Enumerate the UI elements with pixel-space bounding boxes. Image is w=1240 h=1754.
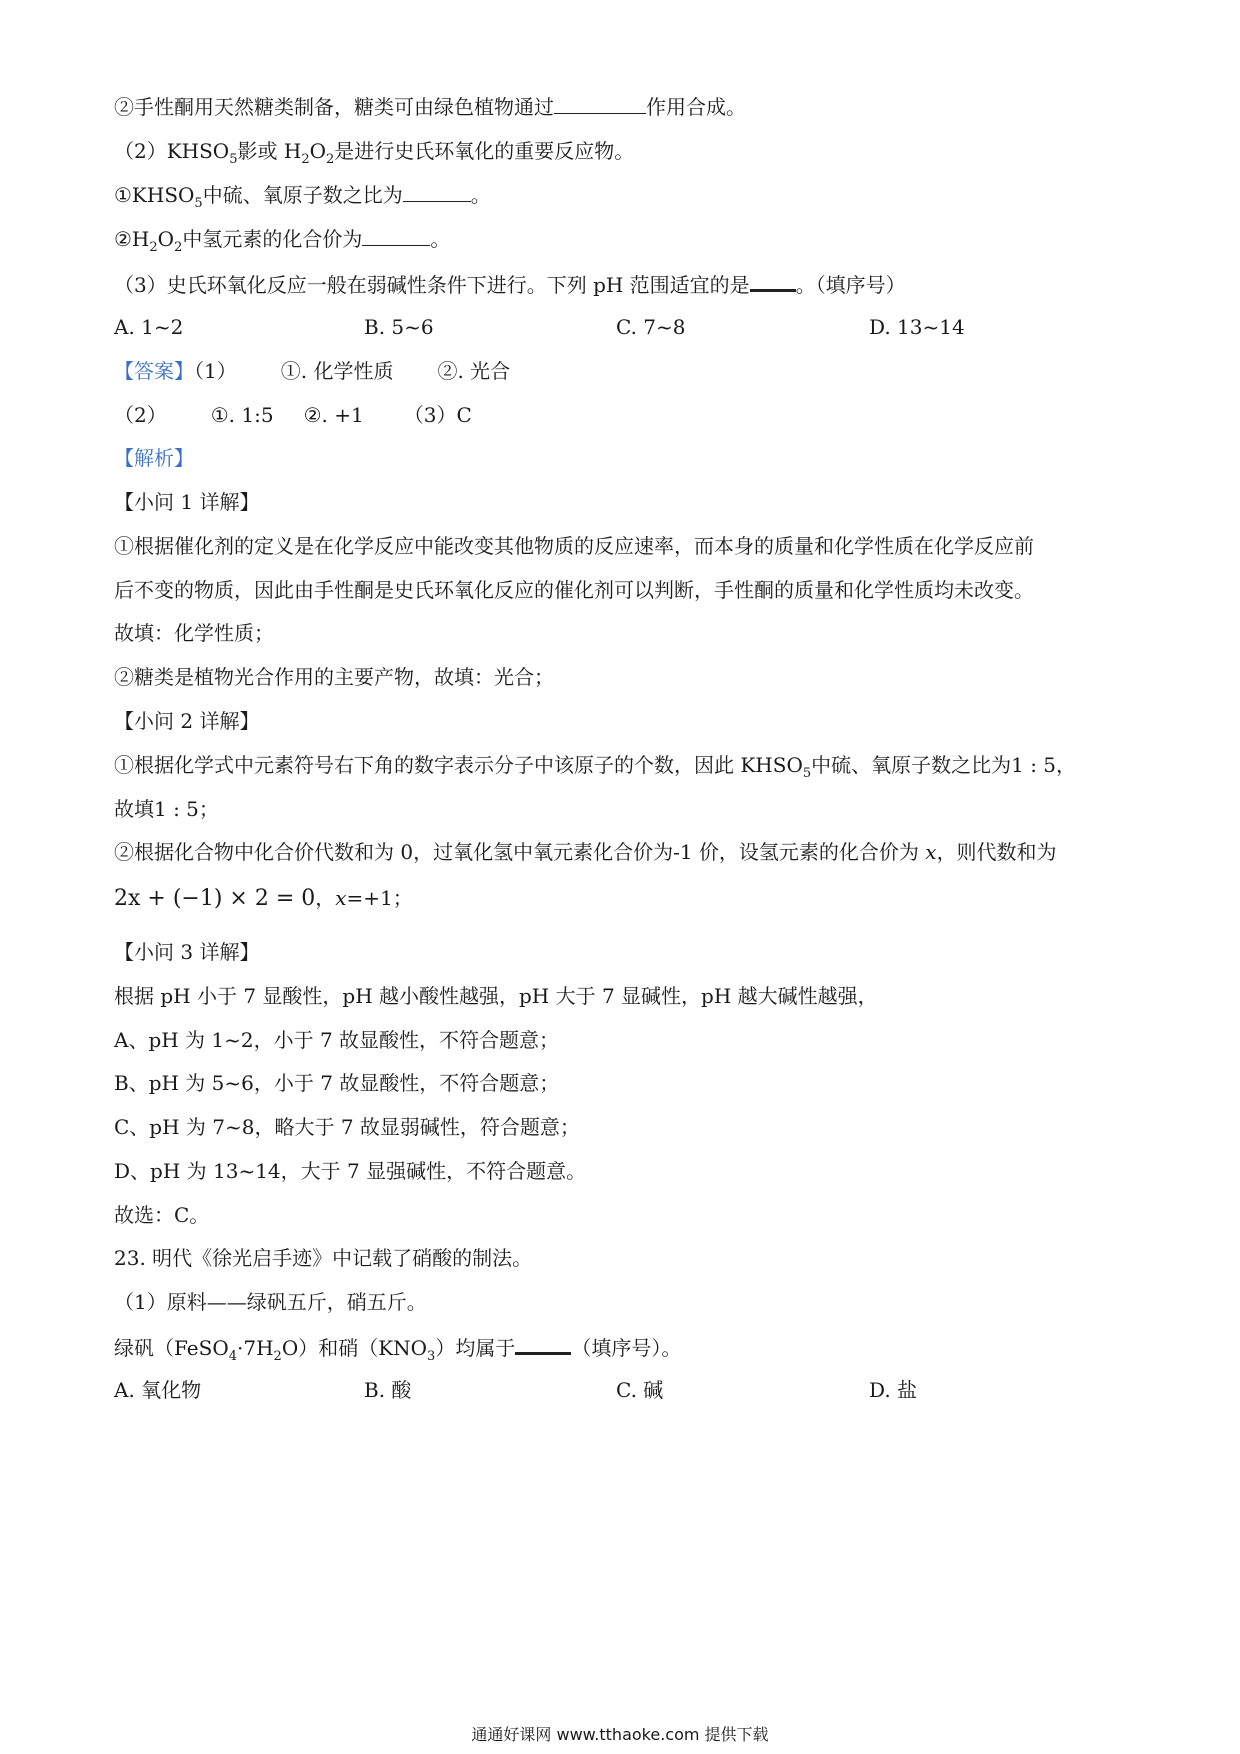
- option-c: C. 碱: [616, 1378, 664, 1402]
- paragraph: 故填：化学性质；: [114, 621, 274, 645]
- paragraph: 后不变的物质，因此由手性酮是史氏环氧化反应的催化剂可以判断，手性酮的质量和化学性质均未改变。: [114, 578, 1034, 602]
- equation: 2x + (−1) × 2 = 0: [114, 886, 316, 911]
- answer-blank: [362, 225, 430, 246]
- section-heading-3: 【小问 3 详解】: [114, 940, 260, 964]
- paragraph: ②根据化合物中化合价代数和为 0，过氧化氢中氧元素化合价为-1 价，设氢元素的化合价为 x，则代数和为: [114, 840, 1057, 864]
- page-footer: 通通好课网 www.tthaoke.com 提供下载: [471, 1725, 769, 1744]
- text: ②手性酮用天然糖类制备，糖类可由绿色植物通过: [114, 95, 554, 119]
- answer-tag: 【答案】: [114, 359, 194, 383]
- answer-line-2: （2） ①. 1:5 ②. +1 （3）C: [114, 403, 472, 427]
- paragraph: 故选：C。: [114, 1203, 210, 1227]
- paragraph: ②糖类是植物光合作用的主要产物，故填：光合；: [114, 665, 554, 689]
- paragraph: ①根据化学式中元素符号右下角的数字表示分子中该原子的个数，因此 $KHSO_5$中硫、氧原子数之比为1 : 5，: [114, 753, 1077, 781]
- section-heading-2: 【小问 2 详解】: [114, 709, 260, 733]
- answer-blank: [403, 181, 471, 202]
- paragraph: ①根据催化剂的定义是在化学反应中能改变其他物质的反应速率，而本身的质量和化学性质在化学反应前: [114, 534, 1034, 558]
- q23-part1: （1）原料——绿矾五斤，硝五斤。: [114, 1290, 427, 1314]
- paragraph: D、pH 为 13~14，大于 7 显强碱性，不符合题意。: [114, 1159, 587, 1183]
- text: 作用合成。: [646, 95, 746, 119]
- option-b: B. 5~6: [364, 315, 434, 339]
- paragraph: C、pH 为 7~8，略大于 7 故显弱碱性，符合题意；: [114, 1115, 580, 1139]
- option-d: D. 13~14: [869, 315, 965, 339]
- option-c: C. 7~8: [616, 315, 686, 339]
- q22-part1-item2: [114, 93, 1180, 121]
- q22-part2-item1: $①KHSO_5$中硫、氧原子数之比为 。: [114, 183, 491, 211]
- paragraph: A、pH 为 1~2，小于 7 故显酸性，不符合题意；: [114, 1028, 560, 1052]
- answer-blank: [515, 1332, 571, 1355]
- option-a: A. 1~2: [114, 315, 184, 339]
- q23-part1-question: 绿矾$(FeSO_4\cdot 7H_2O)$和硝$(KNO_3)$均属于 （填序号）。: [114, 1332, 1180, 1362]
- q22-part2-intro: $(2)KHSO_5$影或 $H_2O_2$是进行史氏环氧化的重要反应物。: [114, 139, 635, 167]
- answer-blank: [554, 93, 646, 114]
- q22-options: [114, 313, 1180, 341]
- section-heading-1: 【小问 1 详解】: [114, 490, 260, 514]
- q22-part3: （3）史氏环氧化反应一般在弱碱性条件下进行。下列 pH 范围适宜的是 。（填序号）: [114, 269, 1180, 299]
- option-d: D. 盐: [869, 1378, 918, 1402]
- option-a: A. 氧化物: [114, 1378, 202, 1402]
- option-b: B. 酸: [364, 1378, 412, 1402]
- answer-blank: [750, 269, 796, 292]
- analysis-tag: 【解析】: [114, 446, 194, 470]
- q23-title: 23. 明代《徐光启手迹》中记载了硝酸的制法。: [114, 1246, 533, 1270]
- paragraph: B、pH 为 5~6，小于 7 故显酸性，不符合题意；: [114, 1071, 560, 1095]
- answer-line-1: 【答案】（1） ①. 化学性质 ②. 光合: [114, 359, 511, 383]
- equation-line: 2x + (−1) × 2 = 0，x=+1；: [114, 886, 413, 911]
- paragraph: 根据 pH 小于 7 显酸性，pH 越小酸性越强，pH 大于 7 显碱性，pH 越大碱性越强，: [114, 984, 878, 1008]
- q22-part2-item2: $②H_2O_2$中氢元素的化合价为 。: [114, 227, 451, 255]
- q23-options: [114, 1376, 1180, 1404]
- paragraph: 故填1 : 5；: [114, 797, 219, 821]
